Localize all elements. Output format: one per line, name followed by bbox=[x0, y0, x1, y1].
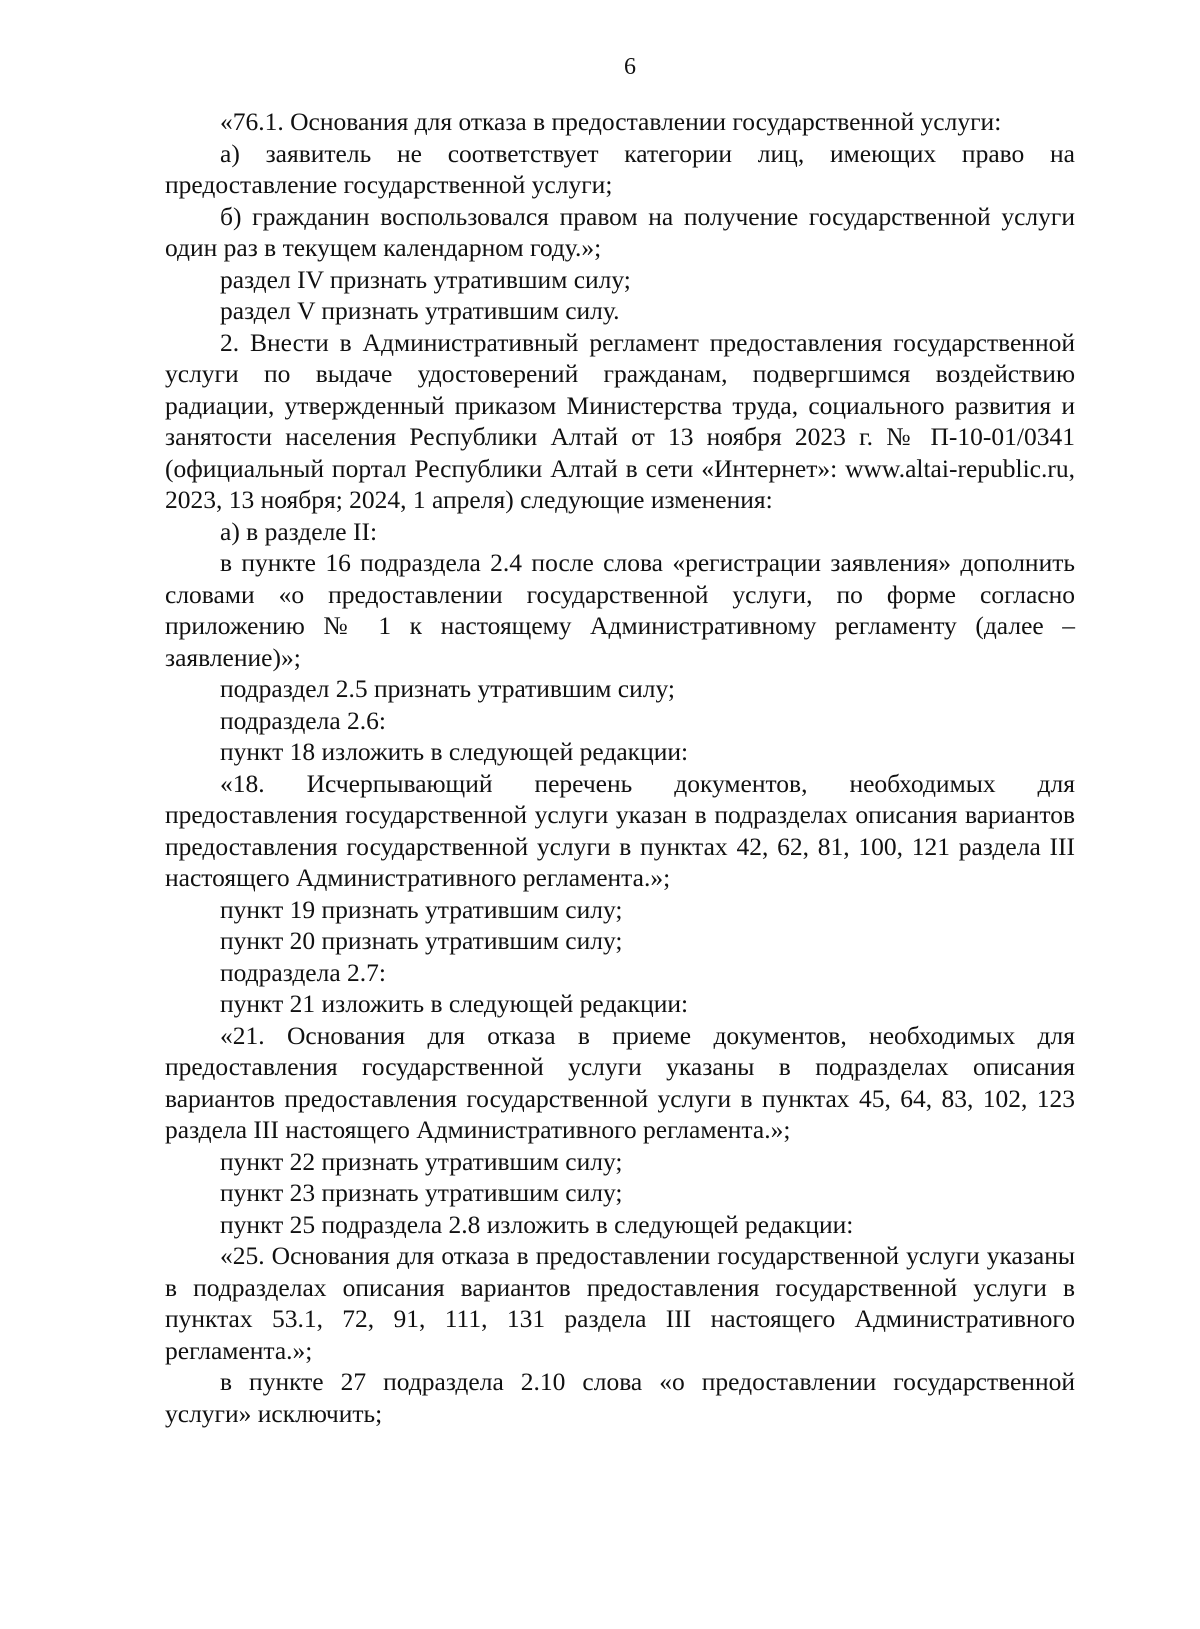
paragraph: раздел IV признать утратившим силу; bbox=[220, 264, 631, 294]
paragraph: подраздел 2.5 признать утратившим силу; bbox=[220, 674, 675, 703]
page-number: 6 bbox=[624, 54, 636, 80]
paragraph: «76.1. Основания для отказа в предоставлении государственной услуги: bbox=[220, 107, 1002, 136]
paragraph: «25. Основания для отказа в предоставлении государственной услуги указаны в подразделах описания вариантов предоставления государственной услуги в пунктах 53.1, 72, 91, 111, 131 раздела III настоящего Административного регламента.»; bbox=[165, 1241, 1075, 1365]
paragraph: пункт 22 признать утратившим силу; bbox=[220, 1146, 623, 1176]
paragraph: 2. Внести в Административный регламент предоставления государственной услуги по выдаче удостоверений гражданам, подвергшимся воздействию радиации, утвержденный приказом Министерства труда, социального развития и занятости населения Республики Алтай от 13 ноября 2023 г. № П-10-01/0341 (официальный портал Республики Алтай в сети «Интернет»: www.altai-republic.ru, 2023, 13 ноября; 2024, 1 апреля) следующие изменения: bbox=[165, 327, 1075, 514]
document-body bbox=[165, 106, 1075, 1429]
paragraph: пункт 19 признать утратившим силу; bbox=[220, 894, 623, 924]
paragraph: пункт 20 признать утратившим силу; bbox=[220, 926, 623, 955]
paragraph: подраздела 2.6: bbox=[220, 705, 386, 735]
paragraph: «18. Исчерпывающий перечень документов, необходимых для предоставления государственной услуги указан в подразделах описания вариантов предоставления государственной услуги в пунктах 42, 62, 81, 100, 121 раздела III настоящего Административного регламента.»; bbox=[165, 768, 1075, 892]
paragraph: раздел V признать утратившим силу. bbox=[220, 296, 620, 325]
paragraph: пункт 25 подраздела 2.8 изложить в следующей редакции: bbox=[220, 1209, 854, 1239]
paragraph: пункт 23 признать утратившим силу; bbox=[220, 1178, 623, 1207]
paragraph: в пункте 27 подраздела 2.10 слова «о предоставлении государственной услуги» исключить; bbox=[165, 1367, 1075, 1428]
paragraph: а) в разделе II: bbox=[220, 516, 378, 546]
paragraph: пункт 18 изложить в следующей редакции: bbox=[220, 737, 689, 766]
paragraph: в пункте 16 подраздела 2.4 после слова «регистрации заявления» дополнить словами «о предоставлении государственной услуги, по форме согласно приложению № 1 к настоящему Административному регламенту (далее – заявление)»; bbox=[165, 548, 1075, 672]
paragraph: «21. Основания для отказа в приеме документов, необходимых для предоставления государственной услуги указаны в подразделах описания вариантов предоставления государственной услуги в пунктах 45, 64, 83, 102, 123 раздела III настоящего Административного регламента.»; bbox=[165, 1020, 1075, 1144]
paragraph: б) гражданин воспользовался правом на получение государственной услуги один раз в текущем календарном году.»; bbox=[165, 201, 1075, 262]
paragraph: пункт 21 изложить в следующей редакции: bbox=[220, 989, 689, 1018]
paragraph: а) заявитель не соответствует категории лиц, имеющих право на предоставление государственной услуги; bbox=[165, 138, 1075, 199]
paragraph: подраздела 2.7: bbox=[220, 957, 386, 987]
